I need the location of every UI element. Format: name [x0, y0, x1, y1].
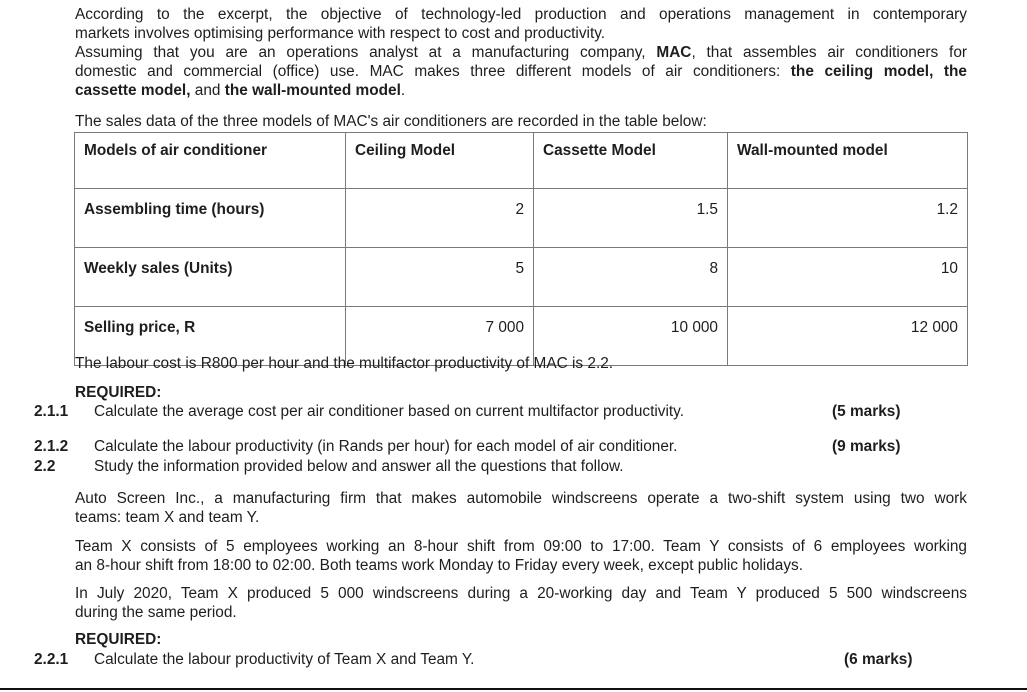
- scenario-paragraph-1: Auto Screen Inc., a manufacturing firm that makes automobile windscreens operate a two-shift system using two work teams: team X and team Y.: [75, 490, 967, 526]
- labour-cost-note: The labour cost is R800 per hour and the multifactor productivity of MAC is 2.2.: [75, 355, 614, 372]
- header-cell: Ceiling Model: [346, 133, 534, 189]
- header-cell: Cassette Model: [534, 133, 728, 189]
- question-number: 2.1.1: [34, 403, 69, 420]
- table-cell: 7 000: [346, 307, 534, 366]
- scenario-paragraph-2: Team X consists of 5 employees working an 8-hour shift from 09:00 to 17:00. Team Y consists of 6 employees working an 8-hour shift from 18:00 to 02:00. Both teams work Monday to Friday every week, except public holidays.: [75, 538, 967, 574]
- table-cell: 2: [346, 189, 534, 248]
- question-marks: (9 marks): [832, 438, 901, 455]
- table-cell: 10 000: [534, 307, 728, 366]
- table-intro: The sales data of the three models of MAC's air conditioners are recorded in the table below:: [75, 113, 707, 130]
- scenario-paragraph-3: In July 2020, Team X produced 5 000 windscreens during a 20-working day and Team Y produced 5 500 windscreens during the same period.: [75, 585, 967, 621]
- intro-line-4: domestic and commercial (office) use. MAC makes three different models of air conditioners: the ceiling model, the: [75, 63, 967, 80]
- table-row: [75, 248, 968, 307]
- question-number: 2.2.1: [34, 651, 69, 668]
- section-number: 2.2: [34, 458, 56, 475]
- question-marks: (5 marks): [832, 403, 901, 420]
- intro-line-5: cassette model, and the wall-mounted model.: [75, 82, 406, 99]
- question-number: 2.1.2: [34, 438, 69, 455]
- header-cell: Models of air conditioner: [75, 133, 346, 189]
- company-name: MAC: [656, 44, 692, 61]
- question-marks: (6 marks): [844, 651, 913, 668]
- header-cell: Wall-mounted model: [728, 133, 968, 189]
- table-cell: 1.2: [728, 189, 968, 248]
- bottom-divider: [0, 688, 1027, 690]
- row-label: Selling price, R: [75, 307, 346, 366]
- section-heading: Study the information provided below and answer all the questions that follow.: [94, 458, 624, 475]
- question-text: Calculate the labour productivity (in Rands per hour) for each model of air conditioner.: [94, 438, 678, 455]
- intro-paragraph: [75, 5, 967, 100]
- table-cell: 8: [534, 248, 728, 307]
- required-heading-1: REQUIRED:: [75, 384, 162, 401]
- sales-table: [74, 132, 968, 366]
- table-cell: 10: [728, 248, 968, 307]
- row-label: Weekly sales (Units): [75, 248, 346, 307]
- question-text: Calculate the labour productivity of Team X and Team Y.: [94, 651, 475, 668]
- intro-line-3: Assuming that you are an operations analyst at a manufacturing company, MAC, that assembles air conditioners for: [75, 44, 967, 61]
- table-row: [75, 189, 968, 248]
- intro-line-1: According to the excerpt, the objective of technology-led production and operations management in contemporary: [75, 6, 967, 23]
- table-cell: 1.5: [534, 189, 728, 248]
- intro-line-2: markets involves optimising performance with respect to cost and productivity.: [75, 25, 606, 42]
- table-cell: 12 000: [728, 307, 968, 366]
- row-label: Assembling time (hours): [75, 189, 346, 248]
- table-cell: 5: [346, 248, 534, 307]
- table-header-row: [75, 133, 968, 189]
- required-heading-2: REQUIRED:: [75, 631, 162, 648]
- question-text: Calculate the average cost per air conditioner based on current multifactor productivity.: [94, 403, 684, 420]
